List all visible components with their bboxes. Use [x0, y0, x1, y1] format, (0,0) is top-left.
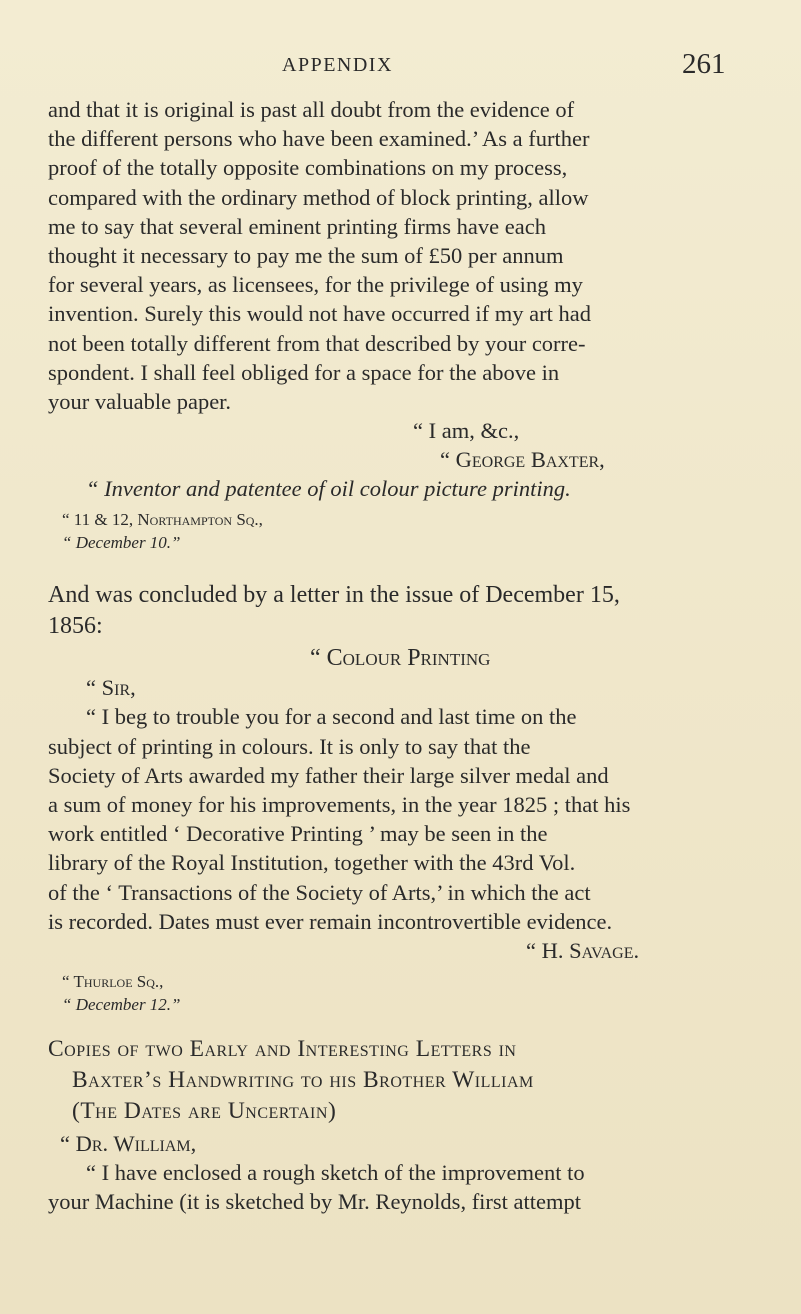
section-heading: [48, 1034, 758, 1127]
text-line: compared with the ordinary method of block printing, allow: [48, 184, 589, 210]
text-line: not been totally different from that described by your corre-: [48, 330, 586, 356]
section-heading-line: Copies of two Early and Interesting Letters in: [48, 1036, 517, 1062]
text-line: Society of Arts awarded my father their large silver medal and: [48, 762, 609, 788]
paragraph-1: [48, 95, 758, 416]
letter-2-address-block: [48, 970, 758, 1016]
text-line: your Machine (it is sketched by Mr. Reynolds, first attempt: [48, 1189, 582, 1215]
letter-salutation: “ Dr. William,: [60, 1131, 197, 1156]
letter-signature: “ H. Savage.: [526, 937, 640, 963]
text-line: for several years, as licensees, for the privilege of using my: [48, 272, 583, 298]
letter-1-signoff: [48, 416, 758, 504]
letter-address: “ Thurloe Sq.,: [62, 972, 164, 991]
text-line: work entitled ‘ Decorative Printing ’ may be seen in the: [48, 821, 548, 847]
letter-signer-title: “ Inventor and patentee of oil colour picture printing.: [86, 476, 571, 502]
text-line: spondent. I shall feel obliged for a space for the above in: [48, 359, 560, 385]
text-line: library of the Royal Institution, together with the 43rd Vol.: [48, 850, 576, 876]
text-line: and that it is original is past all doubt from the evidence of: [48, 97, 575, 122]
letter-date: “ December 12.”: [62, 995, 181, 1014]
paragraph-2: [48, 580, 758, 642]
letter-1-address-block: [48, 508, 758, 554]
text-line: proof of the totally opposite combinations on my process,: [48, 155, 568, 181]
text-line: And was concluded by a letter in the issue of December 15,: [48, 582, 620, 608]
text-line: a sum of money for his improvements, in the year 1825 ; that his: [48, 791, 631, 817]
section-heading-line: Baxter’s Handwriting to his Brother William: [72, 1067, 534, 1093]
text-line: your valuable paper.: [48, 388, 232, 414]
text-line: thought it necessary to pay me the sum of £50 per annum: [48, 242, 564, 268]
letter-2: [48, 644, 758, 965]
text-line: is recorded. Dates must ever remain incontrovertible evidence.: [48, 908, 613, 934]
text-line: 1856:: [48, 613, 103, 639]
letter-closing: “ I am, &c.,: [413, 418, 520, 443]
text-line: “ I beg to trouble you for a second and last time on the: [86, 704, 577, 730]
text-line: “ I have enclosed a rough sketch of the improvement to: [86, 1160, 585, 1186]
page-number: 261: [682, 48, 726, 80]
page-header: [0, 48, 801, 88]
text-line: of the ‘ Transactions of the Society of Arts,’ in which the act: [48, 879, 591, 905]
text-line: invention. Surely this would not have occurred if my art had: [48, 301, 591, 327]
letter-signature: “ George Baxter,: [440, 447, 605, 473]
letter-salutation: “ Sir,: [86, 675, 136, 701]
letter-3: [48, 1129, 758, 1217]
letter-date: “ December 10.”: [62, 533, 181, 552]
text-line: me to say that several eminent printing firms have each: [48, 213, 546, 239]
text-line: subject of printing in colours. It is only to say that the: [48, 733, 531, 759]
letter-heading: “ Colour Printing: [310, 645, 491, 671]
running-head: APPENDIX: [282, 54, 393, 76]
text-line: the different persons who have been examined.’ As a further: [48, 126, 590, 152]
section-heading-line: (The Dates are Uncertain): [72, 1098, 337, 1124]
letter-address: “ 11 & 12, Northampton Sq.,: [62, 510, 263, 529]
